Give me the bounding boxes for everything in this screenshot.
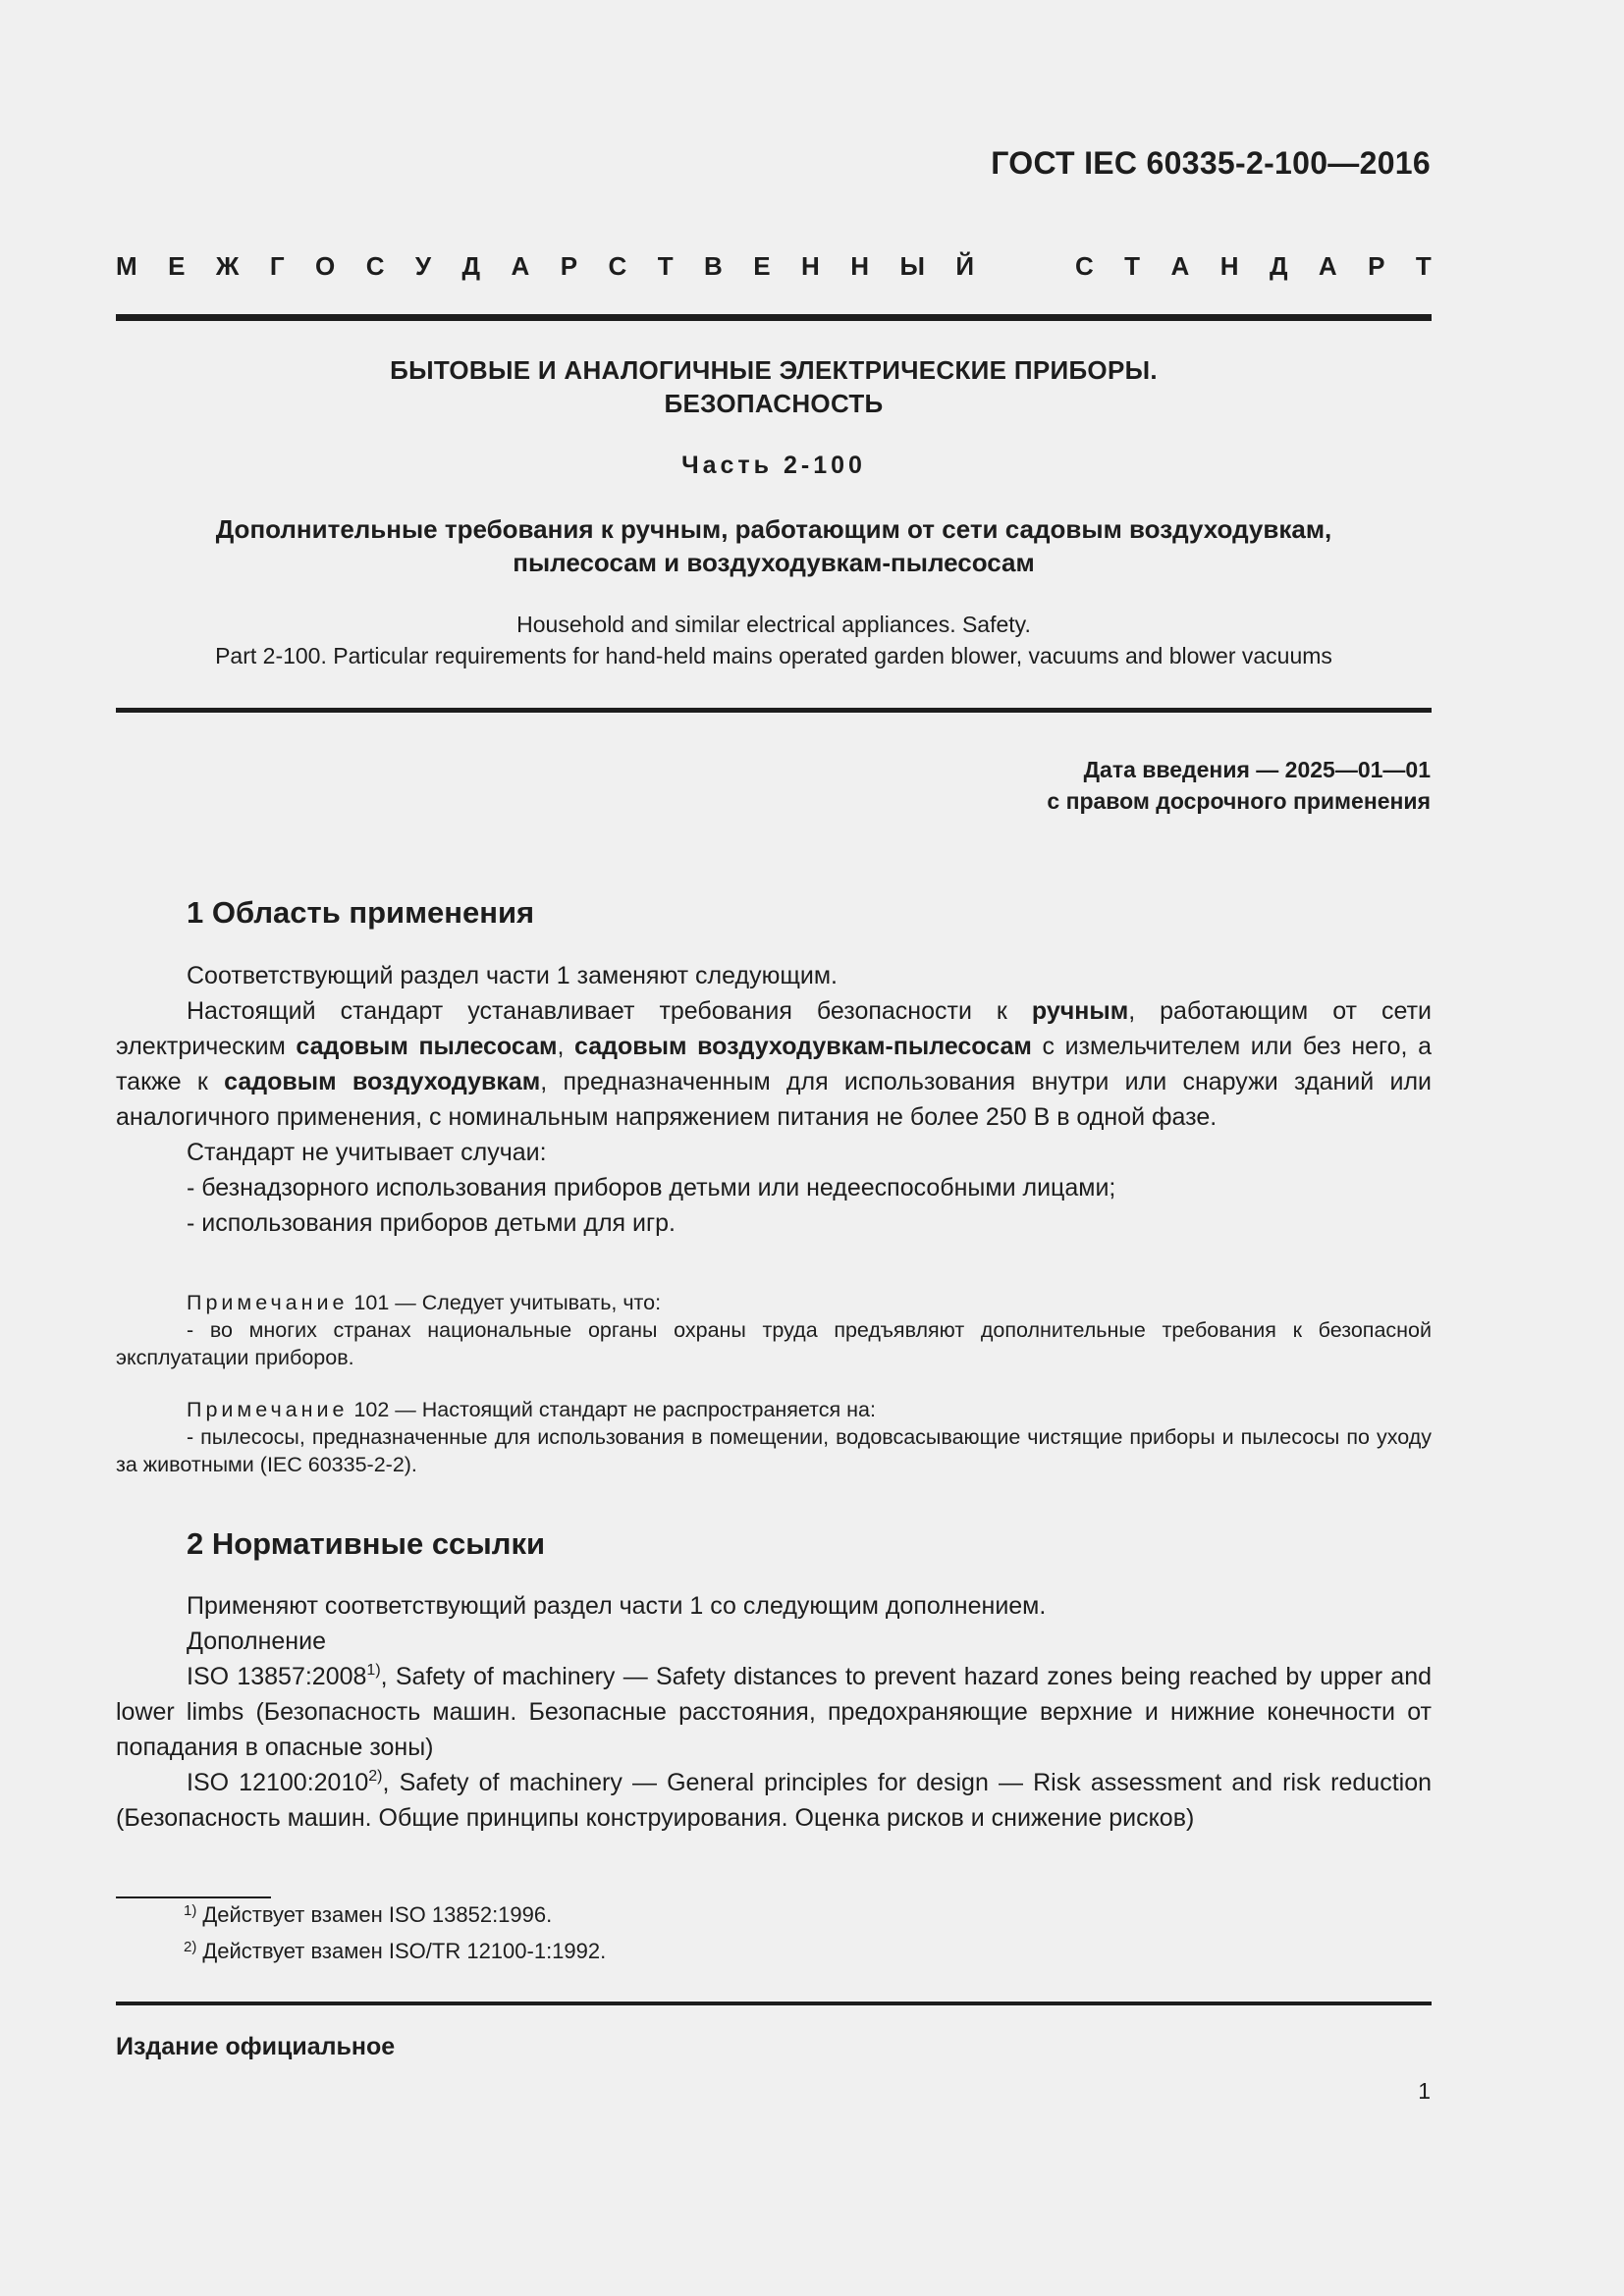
subtitle-russian bbox=[116, 512, 1432, 579]
interstate-standard-banner bbox=[116, 251, 1432, 282]
page-number: 1 bbox=[1418, 2078, 1431, 2104]
banner-letter: Г bbox=[269, 251, 285, 281]
official-edition-label: Издание официальное bbox=[116, 2033, 396, 2060]
reference-iso-13857: ISO 13857:2008$^{1)}$, Safety of machinery — Safety distances to prevent hazard zones being reached by upper and lower limbs (Безопасность машин. Безопасные расстояния, предохраняющие верхние и нижние конечности от попадания в опасные зоны) bbox=[116, 1662, 1433, 1761]
note-body: - пылесосы, предназначенные для использования в помещении, водовсасывающие чистящие приборы и пылесосы по уходу за животными (IEC 60335-2-2). bbox=[116, 1425, 1432, 1476]
section-1-heading: 1 Область применения bbox=[187, 895, 535, 930]
paragraph: Соответствующий раздел части 1 заменяют следующим. bbox=[187, 962, 839, 989]
footnote-separator bbox=[116, 1896, 271, 1898]
paragraph: Применяют соответствующий раздел части 1 со следующим дополнением. bbox=[187, 1592, 1047, 1620]
banner-letter: Н bbox=[1219, 251, 1239, 281]
banner-gap bbox=[1005, 251, 1045, 282]
title-english bbox=[116, 609, 1432, 671]
list-item: - использования приборов детьми для игр. bbox=[187, 1209, 676, 1237]
footnote-ref[interactable]: 2) bbox=[368, 1768, 383, 1785]
paragraph: Дополнение bbox=[187, 1628, 326, 1655]
note-label: Примечание bbox=[187, 1398, 349, 1421]
banner-letter: Ы bbox=[899, 251, 925, 281]
section-2-body bbox=[116, 1588, 1432, 1836]
banner-letter: Й bbox=[955, 251, 975, 281]
banner-letter: Т bbox=[1415, 251, 1432, 281]
banner-letter: Т bbox=[657, 251, 674, 281]
banner-letter: Е bbox=[753, 251, 771, 281]
title-en-line-1: Household and similar electrical appliances. Safety. bbox=[516, 612, 1031, 637]
title-bottom-rule bbox=[116, 708, 1432, 713]
title-en-line-2: Part 2-100. Particular requirements for hand-held mains operated garden blower, vacuums and blower vacuums bbox=[215, 643, 1332, 668]
title-line-2: БЕЗОПАСНОСТЬ bbox=[664, 389, 884, 418]
title-russian bbox=[116, 353, 1432, 420]
note-label: Примечание bbox=[187, 1291, 349, 1314]
banner-letter: В bbox=[704, 251, 723, 281]
banner-letter: А bbox=[1170, 251, 1190, 281]
banner-letter: М bbox=[116, 251, 137, 281]
footnote-ref[interactable]: 1) bbox=[366, 1662, 381, 1679]
note-102: Примечание 102 — Настоящий стандарт не распространяется на: - пылесосы, предназначенные для использования в помещении, водовсасывающие чистящие приборы и пылесосы по уходу за животными (IEC 60335-2-2). bbox=[116, 1398, 1432, 1476]
banner-letter: Р bbox=[560, 251, 578, 281]
banner-letter: А bbox=[1318, 251, 1337, 281]
reference-iso-12100: ISO 12100:2010$^{2)}$, Safety of machinery — General principles for design — Risk assessment and risk reduction (Безопасность машин. Общие принципы конструирования. Оценка рисков и снижение рисков) bbox=[116, 1768, 1432, 1832]
paragraph-scope: Настоящий стандарт устанавливает требования безопасности к ручным, работающим от сети электрическим садовым пылесосам, садовым воздуходувкам-пылесосам с измельчителем или без него, а также к садовым воздуходувкам, предназначенным для использования внутри или снаружи зданий или аналогичного применения, с номинальным напряжением питания не более 250 В в одной фазе. bbox=[116, 997, 1433, 1131]
introduction-date bbox=[1047, 754, 1431, 817]
banner-letter: Д bbox=[461, 251, 481, 281]
banner-letter: Н bbox=[801, 251, 820, 281]
section-2-heading: 2 Нормативные ссылки bbox=[187, 1526, 546, 1561]
note-body: - во многих странах национальные органы охраны труда предъявляют дополнительные требования к безопасной эксплуатации приборов. bbox=[116, 1318, 1432, 1369]
list-item: - безнадзорного использования приборов детьми или недееспособными лицами; bbox=[187, 1174, 1116, 1201]
paragraph: Стандарт не учитывает случаи: bbox=[187, 1139, 547, 1166]
banner-letter: С bbox=[608, 251, 627, 281]
banner-letter: Р bbox=[1368, 251, 1385, 281]
footer-rule bbox=[116, 2002, 1432, 2005]
footnote-1: $^{1)}$ Действует взамен ISO 13852:1996. bbox=[184, 1902, 553, 1927]
part-number: Часть 2-100 bbox=[681, 452, 866, 479]
note-101: Примечание 101 — Следует учитывать, что: - во многих странах национальные органы охраны труда предъявляют дополнительные требования к безопасной эксплуатации приборов. bbox=[116, 1291, 1432, 1369]
banner-letter: А bbox=[511, 251, 530, 281]
banner-letter: Т bbox=[1124, 251, 1141, 281]
banner-letter: С bbox=[365, 251, 385, 281]
footnote-2: $^{2)}$ Действует взамен ISO/TR 12100-1:1992. bbox=[184, 1939, 607, 1963]
banner-letter: У bbox=[414, 251, 432, 281]
title-line-1: БЫТОВЫЕ И АНАЛОГИЧНЫЕ ЭЛЕКТРИЧЕСКИЕ ПРИБОРЫ. bbox=[390, 355, 1158, 385]
section-1-body bbox=[116, 958, 1432, 1241]
early-application-line: с правом досрочного применения bbox=[1047, 788, 1431, 814]
top-rule bbox=[116, 314, 1432, 321]
banner-letter: Ж bbox=[215, 251, 240, 281]
subtitle-line-1: Дополнительные требования к ручным, работающим от сети садовым воздуходувкам, bbox=[215, 514, 1332, 544]
banner-letter: Н bbox=[850, 251, 870, 281]
banner-letter: С bbox=[1074, 251, 1094, 281]
banner-letter: Д bbox=[1269, 251, 1288, 281]
banner-letter: О bbox=[315, 251, 336, 281]
standard-code: ГОСТ IEC 60335-2-100—2016 bbox=[991, 145, 1431, 181]
banner-letter: Е bbox=[168, 251, 186, 281]
date-line: Дата введения — 2025—01—01 bbox=[1083, 757, 1431, 782]
subtitle-line-2: пылесосам и воздуходувкам-пылесосам bbox=[513, 548, 1035, 577]
